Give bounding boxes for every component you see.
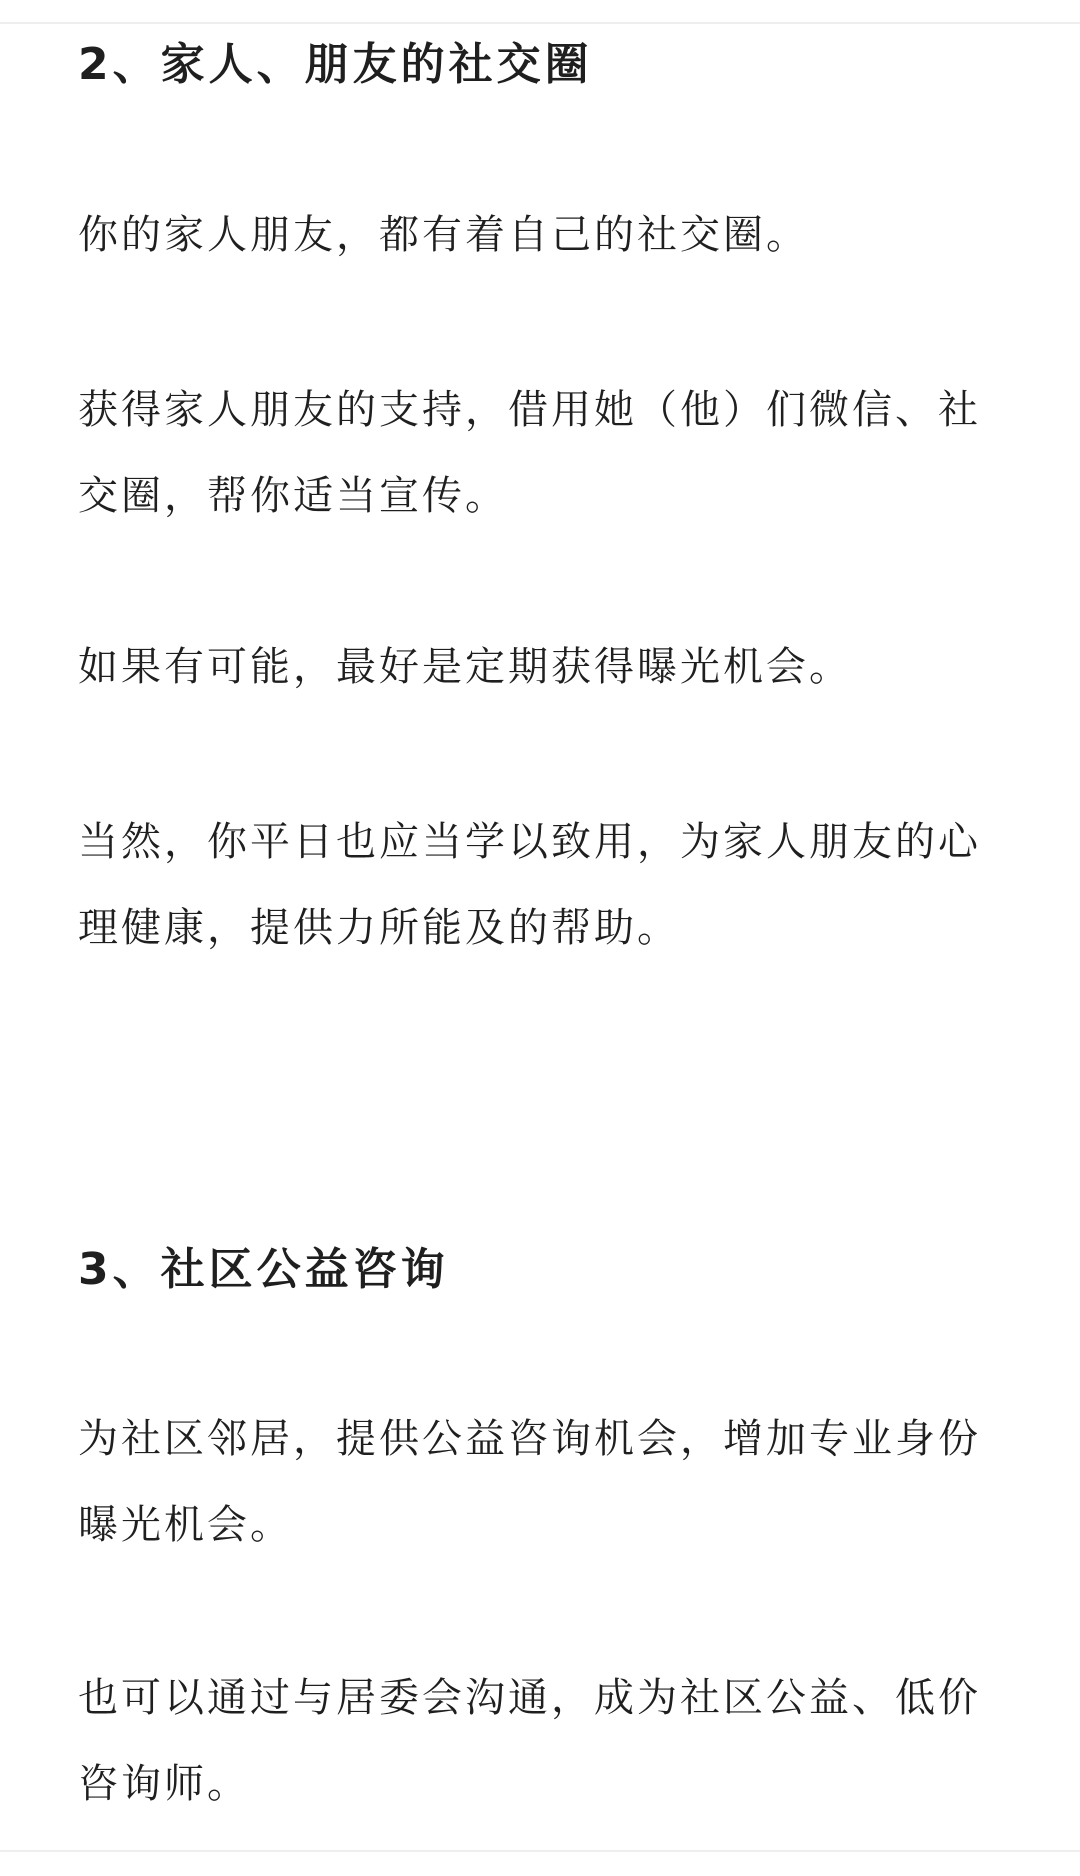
paragraph: 你的家人朋友，都有着自己的社交圈。 — [78, 212, 809, 258]
bottom-divider — [0, 1850, 1080, 1852]
top-divider — [0, 22, 1080, 24]
section-heading-3: 3、社区公益咨询 — [78, 1244, 449, 1295]
paragraph: 当然，你平日也应当学以致用，为家人朋友的心理健康，提供力所能及的帮助。 — [78, 819, 981, 951]
section-heading-2: 2、家人、朋友的社交圈 — [78, 39, 593, 90]
paragraph: 也可以通过与居委会沟通，成为社区公益、低价咨询师。 — [78, 1675, 981, 1807]
paragraph: 为社区邻居，提供公益咨询机会，增加专业身份曝光机会。 — [78, 1416, 981, 1548]
paragraph: 如果有可能，最好是定期获得曝光机会。 — [78, 644, 852, 690]
paragraph: 获得家人朋友的支持，借用她（他）们微信、社交圈，帮你适当宣传。 — [78, 387, 981, 519]
